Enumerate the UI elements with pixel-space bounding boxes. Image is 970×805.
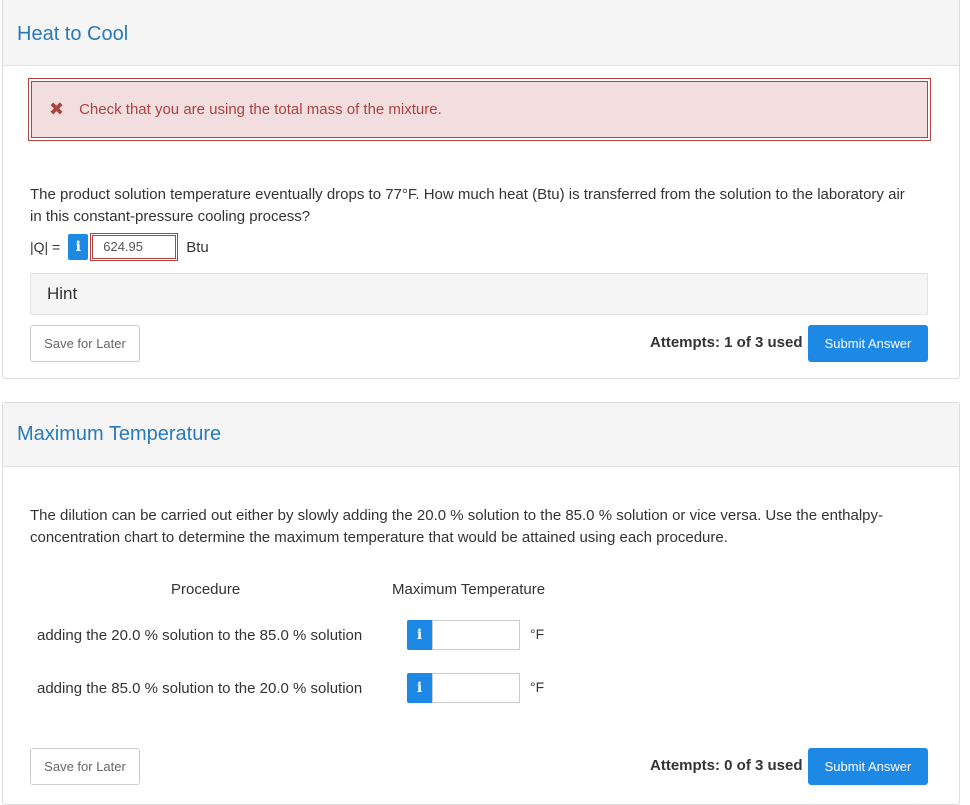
save-for-later-button[interactable]: Save for Later <box>30 748 140 785</box>
unit-label: °F <box>530 626 545 642</box>
info-icon[interactable]: i <box>68 234 88 260</box>
submit-answer-button[interactable]: Submit Answer <box>808 325 928 362</box>
procedure-label: adding the 85.0 % solution to the 20.0 % solution <box>37 680 363 697</box>
question-text: The dilution can be carried out either by slowly adding the 20.0 % solution to the 85.0 % solution or vice versa. Use the enthalpy-concentration chart to determine the maximum temperature that would be attained using each procedure. <box>30 507 883 546</box>
submit-answer-button[interactable]: Submit Answer <box>808 748 928 785</box>
attempts-counter: Attempts: 1 of 3 used <box>650 334 803 351</box>
hint-button[interactable] <box>30 273 928 315</box>
alert-text: Check that you are using the total mass of the mixture. <box>79 101 442 118</box>
info-icon[interactable]: i <box>407 620 432 650</box>
heat-answer-input[interactable]: 624.95 <box>92 235 176 259</box>
unit-label: Btu <box>186 238 209 256</box>
answer-label: |Q| = <box>30 239 61 255</box>
unit-label: °F <box>530 679 545 695</box>
answer-row <box>30 233 209 261</box>
question-text: The product solution temperature eventually drops to 77°F. How much heat (Btu) is transferred from the solution to the laboratory air in this constant-pressure cooling process? <box>30 186 905 225</box>
save-for-later-button[interactable]: Save for Later <box>30 325 140 362</box>
card-title: Heat to Cool <box>17 22 129 45</box>
hint-label: Hint <box>47 284 78 303</box>
procedure-column-header: Procedure <box>171 581 241 598</box>
max-temp-input-1[interactable] <box>432 620 520 650</box>
card-header <box>3 403 959 467</box>
attempts-counter: Attempts: 0 of 3 used <box>650 757 803 774</box>
maximum-temperature-card <box>2 402 960 805</box>
close-icon: ✖ <box>49 99 65 119</box>
card-header <box>3 0 959 66</box>
info-icon[interactable]: i <box>407 673 432 703</box>
max-temp-input-2[interactable] <box>432 673 520 703</box>
error-alert <box>31 81 928 138</box>
card-title: Maximum Temperature <box>17 423 222 445</box>
max-temp-column-header: Maximum Temperature <box>392 581 546 598</box>
procedure-label: adding the 20.0 % solution to the 85.0 % solution <box>37 627 363 644</box>
